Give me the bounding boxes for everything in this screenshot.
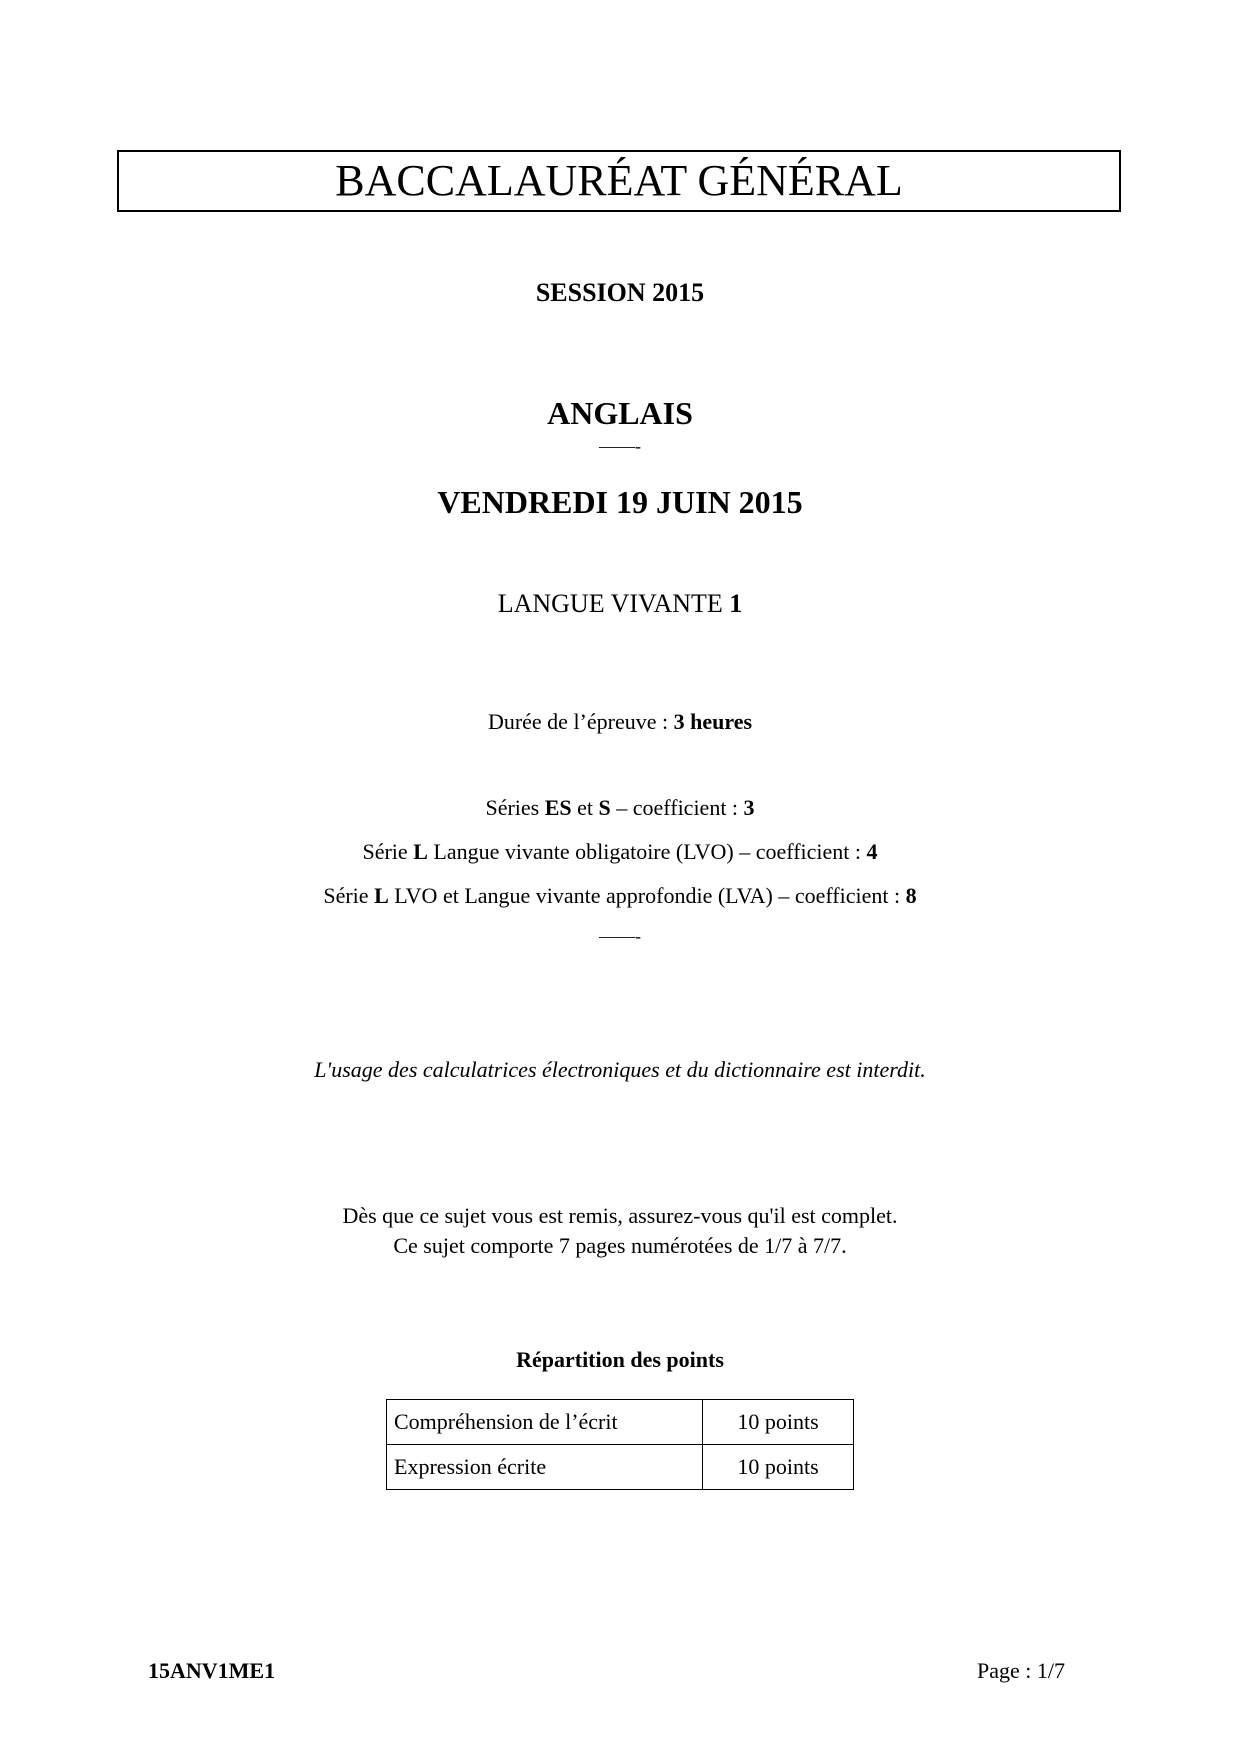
instruction-line-2: Ce sujet comporte 7 pages numérotées de 1/7 à 7/7. xyxy=(393,1233,847,1258)
points-row-label: Compréhension de l’écrit xyxy=(387,1400,703,1445)
coef3-text: LVO et Langue vivante approfondie (LVA) – coefficient : xyxy=(388,883,906,908)
duration-label: Durée de l’épreuve : xyxy=(487,709,674,734)
coef1-series-s: S xyxy=(598,795,611,820)
points-heading: Répartition des points xyxy=(516,1347,724,1372)
coef1-text: – coefficient : xyxy=(610,795,744,820)
subject-name: ANGLAIS xyxy=(547,395,693,431)
coef1-series-es: ES xyxy=(544,795,572,820)
session-label: SESSION 2015 xyxy=(535,278,705,307)
exam-date: VENDREDI 19 JUIN 2015 xyxy=(437,484,803,520)
coef2-value: 4 xyxy=(866,839,878,864)
duration-line xyxy=(0,709,1240,735)
points-row-value: 10 points xyxy=(703,1445,854,1490)
points-table xyxy=(386,1399,854,1490)
coef2-text: Langue vivante obligatoire (LVO) – coefficient : xyxy=(427,839,867,864)
coef2-text: Série xyxy=(362,839,414,864)
coef1-text: Séries xyxy=(485,795,545,820)
coef3-text: Série xyxy=(323,883,375,908)
coefficient-line-l-lvo xyxy=(0,839,1240,865)
language-level xyxy=(0,589,1240,619)
coef2-series-l: L xyxy=(413,839,428,864)
exam-code: 15ANV1ME1 xyxy=(148,1658,276,1683)
coef1-text: et xyxy=(571,795,599,820)
subject-separator: ——- xyxy=(599,436,641,456)
duration-value: 3 heures xyxy=(673,709,753,734)
instruction-line-1: Dès que ce sujet vous est remis, assurez-vous qu'il est complet. xyxy=(342,1203,898,1228)
coefficient-line-l-lva xyxy=(0,883,1240,909)
coef1-value: 3 xyxy=(743,795,755,820)
coefficients-separator: ——- xyxy=(599,926,641,946)
points-row-label: Expression écrite xyxy=(387,1445,703,1490)
coef3-series-l: L xyxy=(374,883,389,908)
points-row-value: 10 points xyxy=(703,1400,854,1445)
exam-title: BACCALAURÉAT GÉNÉRAL xyxy=(117,150,1121,212)
table-row xyxy=(387,1400,854,1445)
language-prefix: LANGUE VIVANTE xyxy=(497,589,730,618)
calculator-notice: L'usage des calculatrices électroniques et du dictionnaire est interdit. xyxy=(314,1057,926,1082)
language-number: 1 xyxy=(729,589,743,618)
coefficient-line-es-s xyxy=(0,795,1240,821)
table-row xyxy=(387,1445,854,1490)
coef3-value: 8 xyxy=(905,883,917,908)
page-number: Page : 1/7 xyxy=(977,1658,1065,1683)
